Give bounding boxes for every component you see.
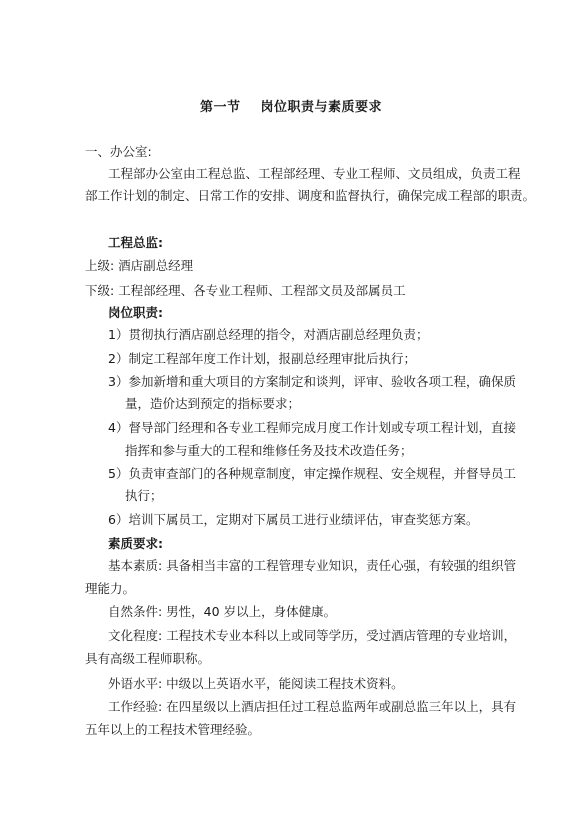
quality-line: 基本素质: 具备相当丰富的工程管理专业知识，责任心强，有较强的组织管 (108, 558, 517, 573)
duties-heading: 岗位职责: (108, 305, 163, 320)
duty-item: 1）贯彻执行酒店副总经理的指令，对酒店副总经理负责； (108, 327, 429, 342)
quality-heading: 素质要求: (108, 536, 163, 551)
quality-line: 文化程度: 工程技术专业本科以上或同等学历，受过酒店管理的专业培训， (108, 628, 517, 643)
quality-line: 具有高级工程师职称。 (85, 651, 211, 666)
duty-item-cont: 执行； (125, 488, 163, 503)
duty-item: 3）参加新增和重大项目的方案制定和谈判，评审、验收各项工程，确保质 (108, 374, 516, 389)
superior: 上级: 酒店副总经理 (85, 258, 194, 273)
page-title (0, 96, 582, 115)
quality-line: 工作经验: 在四星级以上酒店担任过工程总监两年或副总监三年以上，具有 (108, 699, 517, 714)
quality-line: 自然条件: 男性，40 岁以上，身体健康。 (108, 604, 337, 619)
intro-line: 工程部办公室由工程总监、工程部经理、专业工程师、文员组成，负责工程 (108, 166, 521, 181)
section-title: 岗位职责与素质要求 (260, 100, 383, 115)
quality-line: 五年以上的工程技术管理经验。 (85, 722, 261, 737)
duty-item: 5）负责审查部门的各种规章制度，审定操作规程、安全规程，并督导员工 (108, 466, 516, 481)
section-heading: 一、办公室: (85, 144, 152, 159)
intro-line: 部工作计划的制定、日常工作的安排、调度和监督执行，确保完成工程部的职责。 (85, 188, 536, 203)
duty-item-cont: 量，造价达到预定的指标要求； (125, 396, 301, 411)
role-name: 工程总监: (108, 235, 163, 250)
quality-line: 外语水平: 中级以上英语水平，能阅读工程技术资料。 (108, 676, 404, 691)
subordinate: 下级: 工程部经理、各专业工程师、工程部文员及部属员工 (85, 283, 406, 298)
duty-item: 4）督导部门经理和各专业工程师完成月度工作计划或专项工程计划，直接 (108, 420, 516, 435)
duty-item: 6）培训下属员工，定期对下属员工进行业绩评估，审查奖惩方案。 (108, 512, 479, 527)
quality-line: 理能力。 (85, 581, 136, 596)
section-number: 第一节 (199, 100, 241, 115)
duty-item-cont: 指挥和参与重大的工程和维修任务及技术改造任务； (125, 443, 413, 458)
duty-item: 2）制定工程部年度工作计划，报副总经理审批后执行； (108, 351, 416, 366)
